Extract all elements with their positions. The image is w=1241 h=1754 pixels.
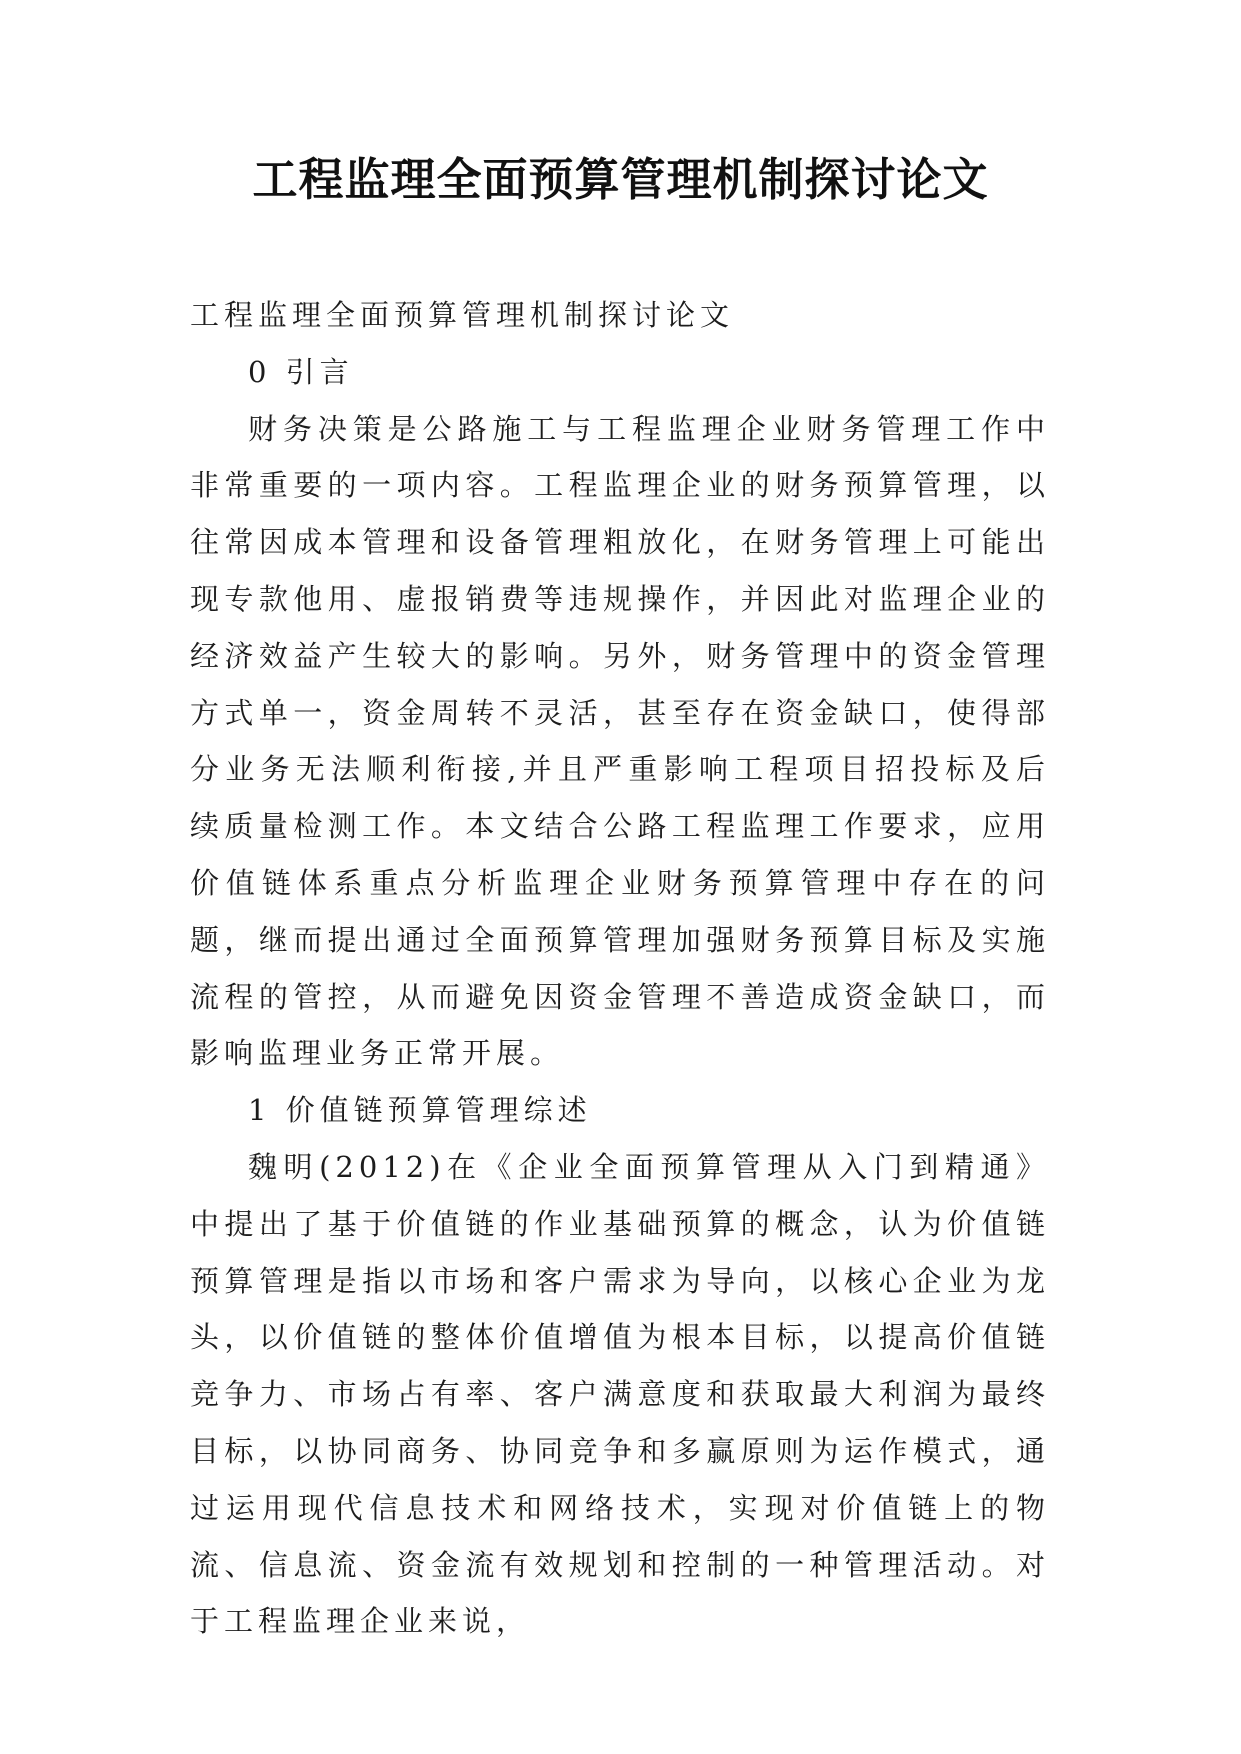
document-body — [190, 287, 1050, 1650]
section-heading-intro: 0 引言 — [248, 354, 354, 389]
body-heading: 工程监理全面预算管理机制探讨论文 — [190, 298, 735, 332]
document-title: 工程监理全面预算管理机制探讨论文 — [252, 153, 989, 206]
section-heading-value-chain: 1 价值链预算管理综述 — [248, 1093, 592, 1128]
intro-paragraph: 财务决策是公路施工与工程监理企业财务管理工作中非常重要的一项内容。工程监理企业的财务预算管理，以往常因成本管理和设备管理粗放化，在财务管理上可能出现专款他用、虚报销费等违规操作，并因此对监理企业的经济效益产生较大的影响。另外，财务管理中的资金管理方式单一，资金周转不灵活，甚至存在资金缺口，使得部分业务无法顺利衔接,并且严重影响工程项目招投标及后续质量检测工作。本文结合公路工程监理工作要求，应用价值链体系重点分析监理企业财务预算管理中存在的问题，继而提出通过全面预算管理加强财务预算目标及实施流程的管控，从而避免因资金管理不善造成资金缺口，而影响监理业务正常开展。 — [190, 411, 1050, 1071]
value-chain-paragraph: 魏明(2012)在《企业全面预算管理从入门到精通》中提出了基于价值链的作业基础预算的概念，认为价值链预算管理是指以市场和客户需求为导向，以核心企业为龙头，以价值链的整体价值增值为根本目标，以提高价值链竞争力、市场占有率、客户满意度和获取最大利润为最终目标，以协同商务、协同竞争和多赢原则为运作模式，通过运用现代信息技术和网络技术，实现对价值链上的物流、信息流、资金流有效规划和控制的一种管理活动。对于工程监理企业来说， — [190, 1149, 1050, 1639]
